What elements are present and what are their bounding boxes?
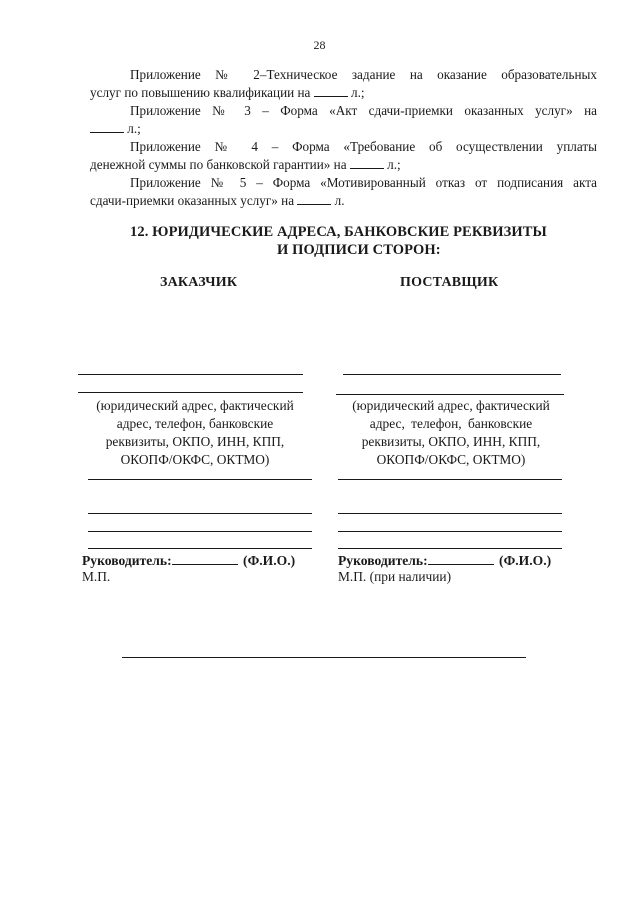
sheet-count-blank [350,157,384,169]
customer-blank-line-4 [88,548,312,549]
supplier-head-label: Руководитель: [338,553,428,568]
supplier-fio-label: (Ф.И.О.) [499,553,552,568]
appendix-5-line1: Приложение № 5 – Форма «Мотивированный отказ от подписания акта [130,175,597,190]
customer-stamp-label: М.П. [82,569,111,584]
section-heading-line2: И ПОДПИСИ СТОРОН: [277,242,441,258]
supplier-requisites-note [336,397,566,469]
supplier-address-line-2 [336,394,564,395]
appendix-5-text: сдачи-приемки оказанных услуг» на [90,193,295,208]
customer-address-line-2 [78,392,303,393]
appendix-3-suffix: л.; [127,121,141,136]
appendix-4-line1: Приложение № 4 – Форма «Требование об осуществлении уплаты [130,139,597,154]
customer-note-line: (юридический адрес, фактический [96,398,294,413]
customer-note-line: адрес, телефон, банковские [116,416,274,431]
bottom-separator-line [122,657,526,658]
section-heading-line1: 12. ЮРИДИЧЕСКИЕ АДРЕСА, БАНКОВСКИЕ РЕКВИЗИТЫ [130,224,547,240]
supplier-note-line: ОКОПФ/ОКФС, ОКТМО) [376,452,526,467]
customer-head-label: Руководитель: [82,553,172,568]
supplier-blank-line-4 [338,548,562,549]
page-number: 28 [313,38,326,52]
customer-fio-label: (Ф.И.О.) [243,553,296,568]
supplier-signature-blank [428,552,494,565]
appendix-5-suffix: л. [334,193,345,208]
appendix-3-line1: Приложение № 3 – Форма «Акт сдачи-приемки оказанных услуг» на [130,103,597,118]
customer-address-line-1 [78,374,303,375]
supplier-address-line-1 [343,374,561,375]
sheet-count-blank [90,121,124,133]
customer-blank-line-3 [88,531,312,532]
appendix-2-text: услуг по повышению квалификации на [90,85,311,100]
supplier-note-line: (юридический адрес, фактический [352,398,550,413]
customer-blank-line-1 [88,479,312,480]
customer-signature-blank [172,552,238,565]
supplier-title: ПОСТАВЩИК [400,275,499,290]
appendix-4-suffix: л.; [387,157,401,172]
supplier-blank-line-3 [338,531,562,532]
appendix-5-line2 [90,192,345,209]
customer-title: ЗАКАЗЧИК [160,275,238,290]
supplier-blank-line-1 [338,479,562,480]
sheet-count-blank [314,85,348,97]
supplier-stamp-label: М.П. (при наличии) [338,569,452,584]
sheet-count-blank [297,193,331,205]
appendix-4-text: денежной суммы по банковской гарантии» на [90,157,347,172]
appendix-3-line2 [90,120,141,137]
appendix-2-line2 [90,84,365,101]
customer-note-line: ОКОПФ/ОКФС, ОКТМО) [120,452,270,467]
supplier-blank-line-2 [338,513,562,514]
customer-blank-line-2 [88,513,312,514]
appendix-2-line1: Приложение № 2–Техническое задание на оказание образовательных [130,67,597,82]
supplier-note-line: адрес, телефон, банковские [369,416,533,431]
customer-note-line: реквизиты, ОКПО, ИНН, КПП, [105,434,285,449]
appendix-4-line2 [90,156,401,173]
supplier-signature-line [338,552,551,569]
appendix-2-suffix: л.; [351,85,365,100]
customer-requisites-note [80,397,310,469]
supplier-note-line: реквизиты, ОКПО, ИНН, КПП, [361,434,541,449]
customer-signature-line [82,552,295,569]
